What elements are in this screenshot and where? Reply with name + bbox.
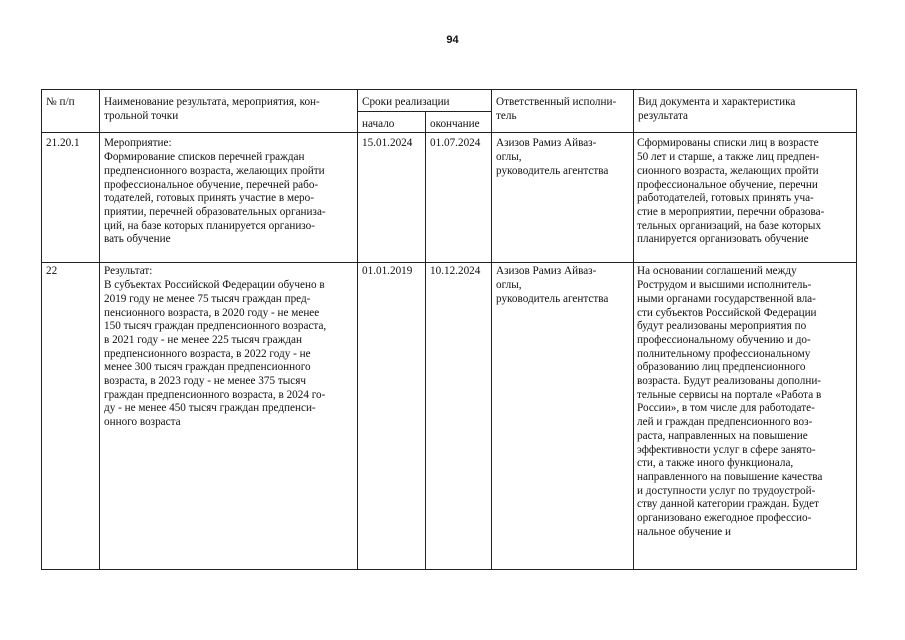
row-name: Результат: В субъектах Российской Федерации обучено в 2019 году не менее 75 тысяч граждан пред- пенсионного возраста, в 2020 году - не менее 150 тысяч граждан предпенсионного возраста, в 2021 году - не менее 225 тысяч граждан предпенсионного возраста, в 2022 году - не менее 300 тысяч граждан предпенсионного возраста, в 2023 году - не менее 375 тысяч граждан предпенсионного возраста, в 2024 го- ду - не менее 450 тысяч граждан предпенси- онного возраста bbox=[100, 263, 358, 570]
row-name: Мероприятие: Формирование списков перечней граждан предпенсионного возраста, желающих пройти профессиональное обучение, перечней рабо- тодателей, готовых принять участие в меро- приятии, перечней образовательных организа- ций, на базе которых планируется организо- вать обучение bbox=[100, 133, 358, 263]
row-start: 01.01.2019 bbox=[358, 263, 426, 570]
row-doc: На основании соглашений между Рострудом и высшими исполнитель- ными органами государственной вла- сти субъектов Российской Федерации будут реализованы мероприятия по профессиональному обучению и до- полнительному профессиональному образованию лиц предпенсионного возраста. Будут реализованы дополни- тельные сервисы на портале «Работа в России», в том числе для работодате- лей и граждан предпенсионного воз- раста, направленных на повышение эффективности услуг в сфере занято- сти, а также иного функционала, направленного на повышение качества и доступности услуг по трудоустрой- ству данной категории граждан. Будет организовано ежегодное профессио- нальное обучение и bbox=[634, 263, 857, 570]
header-period: Сроки реализации bbox=[358, 90, 492, 112]
header-start: начало bbox=[358, 111, 426, 133]
row-doc: Сформированы списки лиц в возрасте 50 лет и старше, а также лиц предпен- сионного возраста, желающих пройти профессиональное обучение, перечни работодателей, готовых принять уча- стие в мероприятии, перечни образова- тельных организаций, на базе которых планируется организовать обучение bbox=[634, 133, 857, 263]
implementation-plan-table bbox=[41, 89, 857, 570]
page-number: 94 bbox=[446, 34, 459, 46]
table-header-row bbox=[42, 90, 857, 112]
header-end: окончание bbox=[426, 111, 492, 133]
row-num: 21.20.1 bbox=[42, 133, 100, 263]
header-doc: Вид документа и характеристика результата bbox=[634, 90, 857, 133]
row-num: 22 bbox=[42, 263, 100, 570]
header-name: Наименование результата, мероприятия, кон- трольной точки bbox=[100, 90, 358, 133]
table-row bbox=[42, 133, 857, 263]
row-end: 10.12.2024 bbox=[426, 263, 492, 570]
row-responsible: Азизов Рамиз Айваз- оглы, руководитель агентства bbox=[492, 263, 634, 570]
table-row bbox=[42, 263, 857, 570]
header-responsible: Ответственный исполни- тель bbox=[492, 90, 634, 133]
row-responsible: Азизов Рамиз Айваз- оглы, руководитель агентства bbox=[492, 133, 634, 263]
header-num: № п/п bbox=[42, 90, 100, 133]
row-end: 01.07.2024 bbox=[426, 133, 492, 263]
row-start: 15.01.2024 bbox=[358, 133, 426, 263]
